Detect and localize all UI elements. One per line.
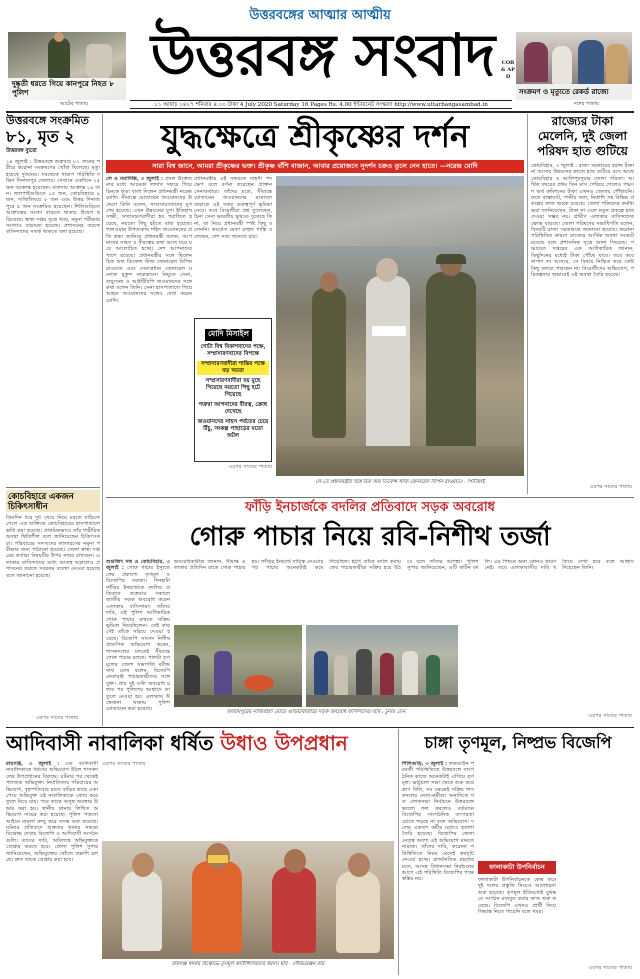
newspaper-title: উত্তরবঙ্গ সংবাদ: [150, 21, 495, 89]
adivasi-headline-red: উধাও উপপ্রধান: [220, 731, 348, 755]
lead-quote: [106, 160, 524, 173]
cattle-body-right: [462, 625, 634, 721]
cattle-caption: বলরামপুরের নাজিরহাট মোড়ে গুড়িয়াবাজারে সড়ক অবরোধ বাসিন্দাদের। ছবি : চুনার তেন: [226, 709, 406, 715]
cattle-kicker: ফাঁড়ি ইনচার্জকে বদলির প্রতিবাদে সড়ক অবরোধ: [245, 500, 495, 515]
cattle-story: [106, 499, 634, 725]
covid-body: ১৪ জুলাই : উত্তরবঙ্গে শুক্রবার ৮১ জনের শরীরে করোনা সংক্রমণের খোঁজ মিলেছে। মৃত্যু হয়েছে দুজনের। সবথেকে খারাপ পরিস্থিতি দক্ষিণ দিনাজপুর জেলায়। সেখানে একদিনে ২৫ জন আক্রান্ত হয়েছেন। মালদায় আক্রান্ত ১৯ জন। জলপাইগুড়িতে ১৫ জন, কোচবিহারে ৯ জন, দার্জিলিংয়ে ৮ জন এবং উত্তর দিনাজপুরে ৫ জন সংক্রমিত হয়েছেন। শিলিগুড়িতে আক্রান্তের সংখ্যা বাড়তে থাকায় উদ্বেগ ছড়িয়েছে। স্বাস্থ্য দপ্তর সূত্রে খবর, নমুনা পরীক্ষার সংখ্যাও বাড়ানো হয়েছে। প্রশাসনের তরফে বাসিন্দাদের সতর্ক থাকতে বলা হয়েছে।: [6, 159, 100, 236]
covid-title: উত্তরবঙ্গে সংক্রমিত: [6, 114, 89, 127]
cattle-photo-left: [174, 625, 302, 707]
changa-headline: চাঙ্গা তৃণমূল, নিষ্প্রভ বিজেপি: [424, 733, 612, 752]
dateline-bar: [130, 100, 512, 109]
missile-line1: গোটা বিশ্ব বিকাশবাদের পক্ষে, সম্প্রসারণবাদের বিপক্ষে: [200, 344, 266, 357]
masthead: [0, 0, 640, 110]
covid-byline: উত্তরবঙ্গ ব্যুরো: [6, 148, 37, 154]
cattle-headline: গোরু পাচার নিয়ে রবি-নিশীথ তর্জা: [189, 522, 551, 552]
cattle-body-top: [174, 559, 634, 621]
dateline-text: ১১ আষাঢ় ১৪২৭ শনিবার ৪.০০ টাকা 4 July 2020 Saturday 16 Pages Rs. 4.00 ইন্টারনেট সংস্করণ http://www.uttarbangasambad.in: [154, 102, 488, 108]
cattle-continued: এরপর সাতের পাতায়: [588, 712, 632, 719]
adivasi-caption: রায়গঞ্জ থানায় বিক্ষোভে তৃণমূল কাউন্সিলারদের ধরনা। ছবি - সৌরভরঞ্জন রায়: [171, 961, 325, 967]
missile-box: [194, 318, 272, 462]
soldier-left-figure: [312, 288, 346, 438]
modi-figure: [366, 276, 410, 452]
changa-body-text: লকডাউন পরবর্তী পরিস্থিতিতে উত্তরবঙ্গে সাংগঠনিক কাজে অনেকটাই এগিয়ে তৃণমূল। ভার্চুয়াল সভা থেকে শুরু করে ত্রাণ বিলি, সব ক্ষেত্রেই সক্রিয় শাসকদলের নেতা-কর্মীরা। অন্যদিকে গত লোকসভা নির্বাচনে উত্তরবঙ্গে ভালো ফল করলেও বর্তমানে বিজেপির সাংগঠনিক তৎপরতা চোখে পড়ছে না বলে অভিযোগ। দলের একাংশ কর্মীর মধ্যেও হতাশা তৈরি হয়েছে। বিজেপির জেলা নেতৃত্ব অবশ্য এই অভিযোগ মানতে নারাজ। তাঁদের দাবি, করোনা পরিস্থিতিতে নিয়ম মেনেই কর্মসূচি নেওয়া হচ্ছে। রাজনৈতিক মহলের মতে, আসন্ন বিধানসভা নির্বাচনের আগে এই পরিস্থিতি বিজেপির পক্ষে স্বস্তির নয়।: [402, 761, 474, 883]
right-headline: রাজ্যের টাকা মেলেনি, দুই জেলা পরিষদ হাত গুটিয়ে: [537, 114, 628, 158]
soldier-right-figure: [426, 272, 476, 462]
changa-story: [402, 729, 634, 975]
lead-body-text-2: প্রধানমন্ত্রীর এই সফরকে সাহসী পদক্ষেপ বলে বর্ণনা করেছেন প্রাক্তন সেনাকর্তারা। তাঁদের মতে, সীমান্তে মোতায়েন জওয়ানদের মনোবল বাড়াতে এই সফর গুরুত্বপূর্ণ ভূমিকা নেবে। তবে বিরোধীরা প্রশ্ন তুলেছেন, চিনা সেনা ভারতীয় ভূখণ্ডে ঢুকেছে কি না, তা নিয়ে প্রধানমন্ত্রী স্পষ্ট কিছু বলেননি। কংগ্রেস নেতা রাহুল গান্ধি বলেছেন, দেশ সত্য জানতে চায়।: [194, 176, 272, 240]
coochbehar-box: [6, 490, 100, 725]
edition-code: COB & APD: [501, 60, 515, 80]
adivasi-headline: আদিবাসী নাবালিকা ধর্ষিত: [6, 731, 214, 755]
missile-label: মোদি মিসাইল: [205, 329, 252, 341]
left-teaser-page: আটের পাতায়: [60, 101, 88, 107]
missile-line3: শত্রুরা আপনাদের বীরত্ব, ক্রোধ দেখেছে: [198, 402, 268, 415]
lead-headline: যুদ্ধক্ষেত্রে শ্রীকৃষ্ণের দর্শন: [160, 117, 470, 155]
missile-line4: জওয়ানদের সাহস পর্বতের চেয়ে উঁচু, সংকল্প পাহাড়ের মতো অটল: [197, 419, 269, 439]
left-teaser-photo: [8, 32, 126, 100]
right-column-story: [531, 114, 634, 494]
adivasi-headline-row: [6, 729, 396, 757]
right-teaser-page: দশের পাতায়: [574, 101, 599, 107]
cattle-body-text-2: অবরোধকারীরা জানান, সীমান্ত এলাকায় প্রতিদিন রাতে গোরু পাচার হয়। ফাঁড়ির ইনচার্জ দায়িত্ব নেওয়ার পর পাচার অনেকটাই কমে গিয়েছিল। হঠাৎ তাঁকে বদলি করায় ফের পাচারকারীরা সক্রিয় হয়ে উঠবে বলে তাঁদের আশঙ্কা। পুলিশ সুপার জানিয়েছেন, এটি রুটিন বদলি। এর পিছনে অন্য কোনও কারণ নেই। তবে এলাকাবাসীর দাবি খতিয়ে দেখা হবে বলে আশ্বাস দিয়েছেন তিনি।: [174, 559, 634, 572]
changa-sub-label: ফালাকাটা উপনির্বাচন: [478, 861, 556, 874]
changa-body-col: [402, 761, 474, 973]
cattle-photo-right: [306, 625, 458, 707]
adivasi-story: [6, 729, 396, 975]
right-teaser-photo: [516, 32, 632, 100]
coochbehar-body: তিনদিন ধরে দুধ খেয়ে নিয়ে মরতে বাড়িতে গেলে এক ব্যক্তিকে কোচবিহারের হাসপাতালে ভর্তি করা হয়েছে। প্রাথমিকভাবে তাঁর শারীরিক অবস্থা স্থিতিশীল বলে জানিয়েছেন চিকিৎসকরা। পরিবারের সদস্যদের লালারসের নমুনা পরীক্ষার জন্য পাঠানো হয়েছে। জেলা স্বাস্থ্য দপ্তরের কর্তারা বিষয়টির উপর নজর রাখছেন। এলাকার বাসিন্দাদের মধ্যে আতঙ্ক ছড়ালেও প্রশাসনের তরফে সবরকম ব্যবস্থা নেওয়া হয়েছে বলে জানানো হয়েছে।: [6, 515, 100, 579]
cattle-body-left: [106, 559, 170, 721]
lead-photo-caption: লে-তে প্রধানমন্ত্রীর সঙ্গে চিফ অফ ডিফেন্স স্টাফ জেনারেল বিপিন রাওয়াত। - পিটিআই: [315, 479, 485, 485]
adivasi-body-text: এক আদিবাসী নাবালিকাকে ধর্ষণের অভিযোগ উঠল শাসকদলের উপপ্রধানের বিরুদ্ধে। ঘটনার পর থেকেই পলাতক অভিযুক্ত। নির্যাতিতার পরিবারের অভিযোগ, বৃহস্পতিবার রাতে বাড়ির কাছে একা পেয়ে অভিযুক্ত ওই নাবালিকাকে জোর করে তুলে নিয়ে যায়। পরে তাকে অসুস্থ অবস্থায় উদ্ধার করা হয়। স্থানীয় থানায় লিখিত অভিযোগ দায়ের করা হয়েছে। পুলিশ পকসো আইনে মামলা রুজু করে তদন্ত শুরু করেছে। ঘটনার প্রতিবাদে শুক্রবার থানার সামনে বিক্ষোভ দেখায় বিজেপি ও আদিবাসী সংগঠনগুলি। তাদের দাবি, অবিলম্বে অভিযুক্তকে গ্রেপ্তার করতে হবে। জেলা পুলিশ সুপার জানিয়েছেন, অভিযুক্তের খোঁজে তল্লাশি চলছে। দ্রুত তাকে গ্রেপ্তার করা হবে।: [6, 761, 98, 864]
right-body: কোচবিহার, ৩ জুলাই : রাজ্য সরকারের বরাদ্দ টাকা না আসায় উন্নয়নের কাজে হাত গুটিয়ে বসে আছে কোচবিহার ও আলিপুরদুয়ার জেলা পরিষদ। আর্থিক বছরের প্রথম তিন মাস পেরিয়ে গেলেও পঞ্চদশ অর্থ কমিশনের টাকা এখনও জেলায় পৌঁছায়নি। ফলে রাস্তাঘাট, পানীয় জল, নিকাশি সহ বিভিন্ন প্রকল্পের কাজ থমকে রয়েছে। জেলা পরিষদের কর্মাধ্যক্ষরা জানিয়েছেন, টাকা না এলে নতুন প্রকল্পে হাত দেওয়া সম্ভব নয়। গ্রামীণ এলাকার বাসিন্দাদের ক্ষোভ বাড়ছে। জেলা পরিষদের সভাধিপতি বলেন, বিষয়টি রাজ্য সরকারকে জানানো হয়েছে। করোনা পরিস্থিতির কারণে রাজ্যের আর্থিক অবস্থা সংকটে রয়েছে বলে প্রশাসনিক সূত্রে জানা গিয়েছে। পঞ্চায়েত দপ্তরের এক আধিকারিক জানান, কিছুদিনের মধ্যেই টাকা পৌঁছে যাবে। তবে কবে নাগাদ তা আসবে, সে বিষয়ে নিশ্চিত করে কেউ কিছু বলতে পারছেন না। বিরোধীদের অভিযোগ, পরিকল্পনার অভাবেই এই অবস্থা তৈরি হয়েছে।: [531, 163, 634, 278]
lead-body-text: প্রবল উত্তেজনার মধ্যে আচমকা লাদাখ সফরে গিয়ে চিনকে কড়া বার্তা দিলেন প্রধানমন্ত্রী নরেন্দ্র মোদি। সীমান্তে মোতায়েন জওয়ানদের উদ্দেশে তিনি বলেন, সম্প্রসারণবাদের যুগ শেষ হয়েছে। এখন উন্নয়নের যুগ। ইতিহাস সাক্ষী, সম্প্রসারণবাদীরা হয় পরাজিত হয়েছে, নয়তো পিছু হটতে বাধ্য হয়েছে। গালওয়ান উপত্যকায় শহিদ জওয়ানদের প্রতি শ্রদ্ধা জানিয়ে প্রধানমন্ত্রী বলেন, আপনাদের সাহস ও বীরত্বের কথা আজ ঘরে ঘরে আলোচিত হচ্ছে। দেশ আপনাদের পাশে রয়েছে। প্রধানমন্ত্রীর সঙ্গে ছিলেন চিফ অফ ডিফেন্স স্টাফ জেনারেল বিপিন রাওয়াত এবং সেনাপ্রধান জেনারেল মনোজ মুকুন্দ নারাভানে। নিমুতে সেনা, বায়ুসেনা ও আইটিবিপি জওয়ানদের সঙ্গে কথা বলেন তিনি। সেনা হাসপাতালে গিয়ে আহত জওয়ানদের সঙ্গেও দেখা করেন মোদি।: [106, 176, 192, 304]
lead-body-col-2: [194, 176, 272, 316]
missile-highlight: সম্প্রসারণবাদীরা শান্তির পক্ষে বড় খতরা: [197, 361, 269, 375]
changa-body-col-3: [560, 761, 634, 973]
cattle-body-text: গোরু পাচার ইস্যুতে ফের প্রকাশ্যে তৃণমূল ও বিজেপির তরজা। দিনহাটা ফাঁড়ির ইনচার্জকে বদলির প্রতিবাদে শুক্রবার সকালে জাতীয় সড়ক অবরোধ করেন এলাকার বাসিন্দারা। তাঁদের দাবি, ওই পুলিশ আধিকারিক গোরু পাচার রুখতে সক্রিয় ভূমিকা নিয়েছিলেন। সেই কারণেই তাঁকে সরিয়ে দেওয়া হয়েছে। বিজেপি সাংসদ নিশীথ প্রামাণিক অভিযোগ করেন, শাসকদলের মদতেই সীমান্তে গোরু পাচার চলছে। পালটা তৃণমূলের জেলা সভাপতি রবীন্দ্রনাথ ঘোষ বলেন, বিজেপি নেতারাই পাচারকারীদের সঙ্গে যুক্ত। প্রায় দুই ঘণ্টা অবরোধ চলার পর পুলিশের আশ্বাসে তা তুলে নেওয়া হয়। এলাকায় উত্তেজনা থাকায় পুলিশ মোতায়েন করা হয়েছে।: [106, 565, 170, 713]
covid-figures: ৮১, মৃত ২: [6, 127, 75, 146]
coochbehar-continued: এরপর সাতের পাতায়: [36, 715, 79, 721]
changa-sub: [478, 861, 556, 973]
covid-box: [6, 114, 100, 486]
lead-body-col-3: [194, 464, 272, 494]
coochbehar-title: কোচবিহারে একজন চিকিৎসাধীন: [6, 490, 100, 512]
left-teaser-text: দুষ্কৃতী ধরতে গিয়ে কানপুরে নিহত ৮ পুলিশ: [12, 79, 114, 97]
lead-photo: [276, 176, 524, 476]
lead-dateline: লে ও নয়াদিল্লি, ৩ জুলাই :: [106, 176, 164, 182]
adivasi-dateline: রায়গঞ্জ, ৩ জুলাই :: [6, 761, 60, 767]
lead-continued: এরপর সাতের পাতায়: [228, 464, 272, 470]
missile-line2: সম্প্রসারণবাদীরা হয় মুছে গিয়েছে নয়তো পিছু হটে গিয়েছে: [205, 378, 261, 398]
adivasi-photo: [102, 841, 394, 959]
adivasi-body-left: [6, 761, 98, 973]
right-teaser-text: সংক্রমণ ও মৃত্যুতে রেকর্ড রাজ্যে: [519, 87, 609, 96]
lead-quote-text: সারা বিশ্ব জানে, আমরা শ্রীকৃষ্ণের ভক্ত। শ্রীকৃষ্ণ বাঁশি বাজান, আবার প্রয়োজনে সুদর্শন চক্রও তুলে নেন হাতে। —নরেন্দ্র মোদি: [152, 162, 478, 170]
lead-story: [106, 114, 524, 498]
adivasi-continued: এরপর সাতের পাতায়: [102, 761, 146, 767]
changa-body-text-2: ফালাকাটা উপনির্বাচনকে কেন্দ্র করে দুই দলের প্রস্তুতি নিয়েও আলোচনা শুরু হয়েছে। তৃণমূল ইতিমধ্যেই বুথস্তরে সংগঠন মজবুত করার কাজ শুরু করেছে। বিজেপি এখনও প্রার্থী নিয়ে সিদ্ধান্ত নিতে পারেনি বলে খবর।: [478, 877, 556, 916]
cattle-dateline: শুভজিৎ দত্ত ও কোচবিহার, ৩ জুলাই :: [106, 559, 170, 572]
tagline: উত্তরবঙ্গের আত্মার আত্মীয়: [249, 8, 391, 23]
changa-continued: এরপর সাতের পাতায়: [588, 964, 632, 971]
right-continued: এরপর সাতের পাতায়: [589, 484, 632, 490]
changa-dateline: শিলিগুড়ি, ৩ জুলাই :: [402, 761, 448, 767]
lead-body-col: [106, 176, 192, 494]
